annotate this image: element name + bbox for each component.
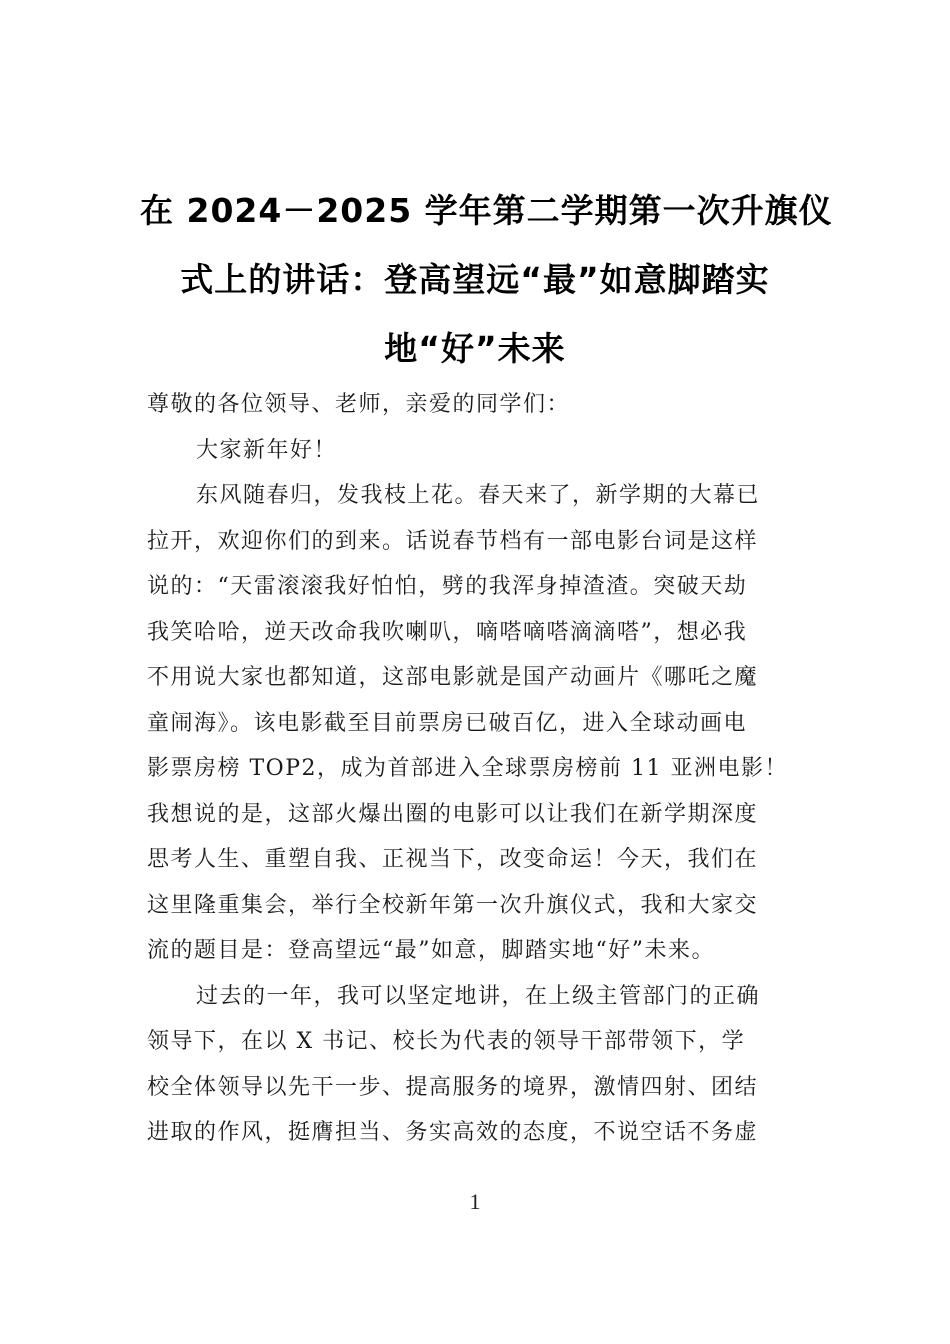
title-line: 地“好”未来: [384, 329, 566, 368]
title-line: 式上的讲话：登高望远“最”如意脚踏实: [180, 260, 770, 299]
paragraph-line: 影票房榜 TOP2，成为首部进入全球票房榜前 11 亚洲电影！: [147, 756, 788, 781]
paragraph-line: 过去的一年，我可以坚定地讲，在上级主管部门的正确: [196, 983, 761, 1009]
page-number: 1: [469, 1189, 481, 1214]
greeting-paragraph: [147, 382, 807, 428]
paragraph-line: 流的题目是：登高望远“最”如意，脚踏实地“好”未来。: [147, 938, 715, 963]
paragraph-line: 我想说的是，这部火爆出圈的电影可以让我们在新学期深度: [147, 801, 759, 827]
document-body: [147, 382, 807, 1156]
paragraph-line: 思考人生、重塑自我、正视当下，改变命运！今天，我们在: [147, 847, 759, 872]
paragraph-line: 这里隆重集会，举行全校新年第一次升旗仪式，我和大家交: [147, 892, 759, 918]
paragraph-line: 童闹海》。该电影截至目前票房已破百亿，进入全球动画电: [147, 710, 748, 736]
paragraph-line: 说的：“天雷滚滚我好怕怕，劈的我浑身掉渣渣。突破天劫: [147, 574, 748, 599]
title-line: 在 2024－2025 学年第二学期第一次升旗仪: [140, 191, 833, 230]
paragraph-line: 我笑哈哈，逆天改命我吹喇叭，嘀嗒嘀嗒滴滴嗒”，想必我: [147, 619, 748, 645]
body-paragraph: [147, 974, 807, 1156]
document-title: [140, 176, 833, 383]
body-paragraph: [147, 428, 807, 474]
body-paragraph: [147, 473, 807, 974]
paragraph-line: 不用说大家也都知道，这部电影就是国产动画片《哪吒之魔: [147, 665, 759, 690]
greeting-text: 尊敬的各位领导、老师，亲爱的同学们：: [147, 392, 571, 417]
paragraph-line: 进取的作风，挺膺担当、务实高效的态度，不说空话不务虚: [147, 1120, 759, 1145]
paragraph-line: 拉开，欢迎你们的到来。话说春节档有一部电影台词是这样: [147, 528, 759, 554]
paragraph-line: 东风随春归，发我枝上花。春天来了，新学期的大幕已: [196, 483, 761, 508]
paragraph-line: 领导下，在以 X 书记、校长为代表的领导干部带领下，学: [147, 1029, 746, 1054]
paragraph-line: 校全体领导以先干一步、提高服务的境界，激情四射、团结: [147, 1074, 759, 1100]
paragraph-line: 大家新年好！: [196, 437, 338, 463]
